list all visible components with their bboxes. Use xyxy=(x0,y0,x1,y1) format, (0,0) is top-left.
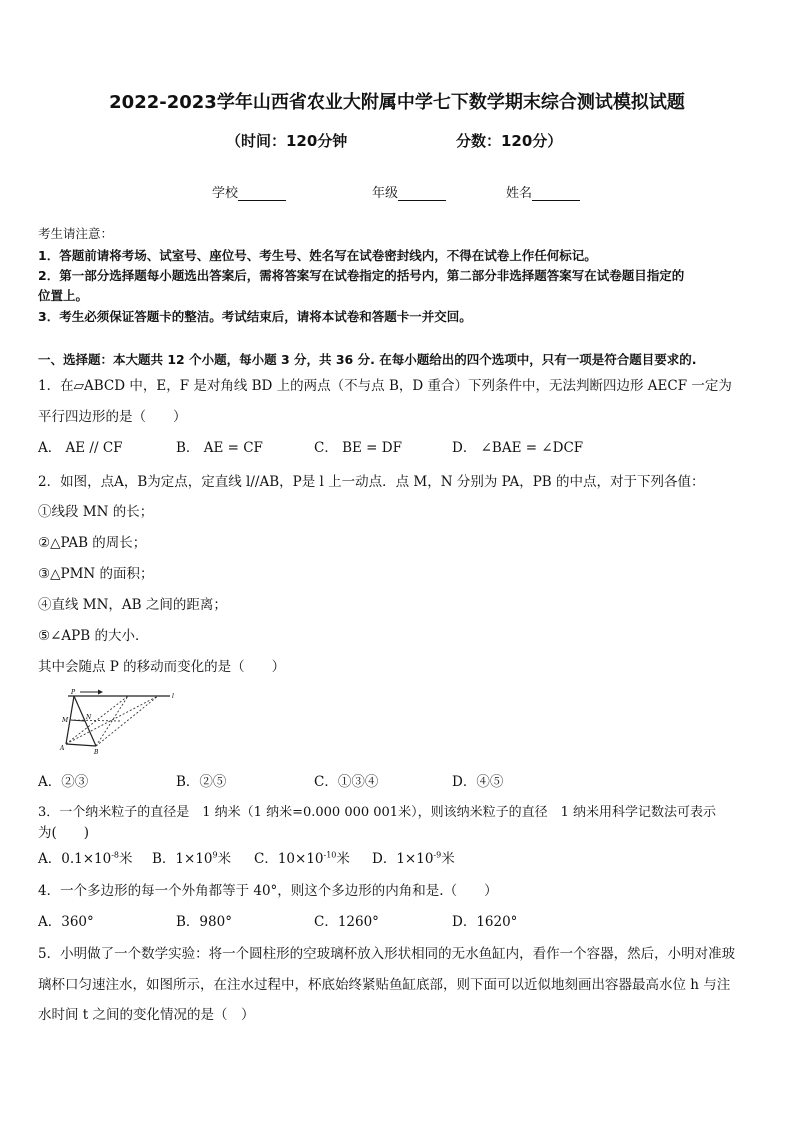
section-heading: 一、选择题：本大题共 12 个小题，每小题 3 分，共 36 分. 在每小题给出的四个选项中，只有一项是符合题目要求的. xyxy=(38,352,697,367)
exam-time: （时间：120分钟 xyxy=(226,132,348,150)
q1-stem-cont: 平行四边形的是（ ） xyxy=(38,409,187,425)
q2-item-4: ④直线 MN，AB 之间的距离； xyxy=(38,597,227,613)
grade-label: 年级 xyxy=(372,186,399,201)
name-field xyxy=(506,182,580,201)
q2-item-2: ②△PAB 的周长； xyxy=(38,535,147,551)
q2-figure xyxy=(58,688,178,758)
q3-option-c: C．$10\times 10^{-10}$米 xyxy=(254,850,350,867)
q3-option-b: B．$1\times 10^9$米 xyxy=(152,850,232,867)
label-m: M xyxy=(62,717,69,724)
q5-stem: 5．小明做了一个数学实验：将一个圆柱形的空玻璃杯放入形状相同的无水鱼缸内，看作一个容器，然后，小明对准玻 xyxy=(38,946,736,962)
label-a: A xyxy=(60,745,65,752)
q1-option-a: A． AE // CF xyxy=(38,440,123,456)
label-n: N xyxy=(86,714,92,721)
q1-option-d: D． ∠BAE = ∠DCF xyxy=(452,440,584,456)
q2-option-d: D．④⑤ xyxy=(452,774,504,790)
label-l: l xyxy=(172,693,174,700)
q4-option-b: B．980° xyxy=(176,914,232,930)
q2-ask: 其中会随点 P 的移动而变化的是（ ） xyxy=(38,659,286,675)
segment-ab xyxy=(66,744,96,746)
arrow-head-icon xyxy=(98,690,103,695)
notice-item-2: 2．第一部分选择题每小题选出答案后，需将答案写在试卷指定的括号内，第二部分非选择题答案写在试卷题目指定的 xyxy=(38,268,685,283)
notice-item-3: 3．考生必须保证答题卡的整洁。考试结束后，请将本试卷和答题卡一并交回。 xyxy=(38,309,472,324)
label-b: B xyxy=(94,749,99,756)
school-blank xyxy=(238,187,286,201)
q2-stem: 2．如图，点A，B为定点，定直线 l//AB，P是 l 上一动点．点 M，N 分别为 PA，PB 的中点，对于下列各值： xyxy=(38,474,705,490)
q3-option-a: A．$0.1\times 10^{-8}$米 xyxy=(38,850,133,867)
grade-field xyxy=(372,182,446,201)
q5-stem-cont-1: 璃杯口匀速注水，如图所示，在注水过程中，杯底始终紧贴鱼缸底部，则下面可以近似地刻画出容器最高水位 h 与注 xyxy=(38,977,731,993)
page-title: 2022-2023学年山西省农业大附属中学七下数学期末综合测试模拟试题 xyxy=(109,92,685,113)
school-field xyxy=(212,182,286,201)
label-p: P xyxy=(71,689,76,696)
q2-item-3: ③△PMN 的面积； xyxy=(38,566,154,582)
exam-score: 分数：120分） xyxy=(456,132,563,150)
grade-blank xyxy=(398,187,446,201)
dashed-2 xyxy=(96,696,158,746)
q1-stem: 1．在▱ABCD 中，E，F 是对角线 BD 上的两点（不与点 B，D 重合）下列条件中，无法判断四边形 AECF 一定为 xyxy=(38,378,732,394)
q4-option-d: D．1620° xyxy=(452,914,518,930)
q4-stem: 4．一个多边形的每一个外角都等于 40°，则这个多边形的内角和是.（ ） xyxy=(38,883,498,899)
name-label: 姓名 xyxy=(506,186,533,201)
q2-option-b: B．②⑤ xyxy=(176,774,227,790)
dashed-4 xyxy=(96,696,128,746)
notice-heading: 考生请注意： xyxy=(38,226,114,241)
q2-option-a: A．②③ xyxy=(38,774,89,790)
notice-item-1: 1．答题前请将考场、试室号、座位号、考生号、姓名写在试卷密封线内，不得在试卷上作任何标记。 xyxy=(38,248,597,263)
school-label: 学校 xyxy=(212,186,239,201)
q2-item-1: ①线段 MN 的长； xyxy=(38,504,154,520)
q3-stem: 3．一个纳米粒子的直径是 1 纳米（1 纳米=0.000 000 001米），则该纳米粒子的直径 1 纳米用科学记数法可表示 xyxy=(38,805,716,820)
q3-option-d: D．$1\times 10^{-9}$米 xyxy=(372,850,455,867)
name-blank xyxy=(532,187,580,201)
notice-item-2-cont: 位置上。 xyxy=(38,288,89,303)
q3-stem-cont: 为( ) xyxy=(38,825,90,841)
q5-stem-cont-2: 水时间 t 之间的变化情况的是（ ） xyxy=(38,1007,255,1023)
q1-option-c: C． BE = DF xyxy=(314,440,402,456)
q2-item-5: ⑤∠APB 的大小． xyxy=(38,628,149,644)
q1-option-b: B． AE = CF xyxy=(176,440,263,456)
q4-option-c: C．1260° xyxy=(314,914,379,930)
q2-option-c: C．①③④ xyxy=(314,774,379,790)
q4-option-a: A．360° xyxy=(38,914,94,930)
